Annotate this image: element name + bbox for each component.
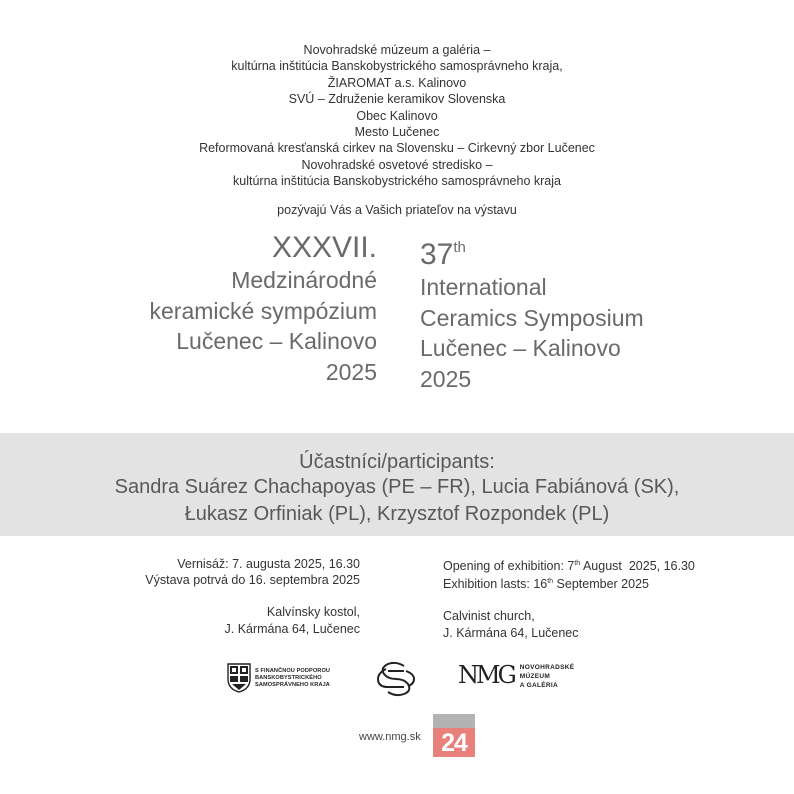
ceramics-association-icon [374, 660, 418, 698]
title-slovak-line: Lučenec – Kalinovo [176, 328, 377, 354]
title-slovak-line: keramické sympózium [149, 297, 377, 324]
event-info-english [443, 556, 695, 641]
title-english-line: 2025 [420, 365, 472, 392]
nmg-mark: NMG [458, 661, 514, 689]
organizer-line: Mesto Lučenec [354, 125, 440, 140]
title-slovak [150, 231, 378, 387]
opening-date-en-rest: August 2025, 16.30 [580, 559, 695, 573]
title-english-number-value: 37 [420, 238, 454, 271]
title-slovak-number: XXXVII. [271, 231, 377, 264]
participants-names-line: Łukasz Orfiniak (PL), Krzysztof Rozpondek (PL) [184, 503, 610, 525]
address-sk: J. Kármána 64, Lučenec [224, 621, 360, 636]
coat-of-arms-icon [227, 663, 251, 693]
title-english [420, 231, 644, 394]
address-en: J. Kármána 64, Lučenec [443, 625, 579, 640]
title-english-line: Lučenec – Kalinovo [420, 335, 621, 361]
title-slovak-line: 2025 [325, 358, 377, 385]
nmg-text [520, 663, 575, 690]
bbsk-text-line: S FINANČNOU PODPOROU [255, 667, 331, 674]
sponsor-logos [0, 660, 794, 700]
badge-top-bar [433, 714, 475, 728]
venue-en: Calvinist church, [443, 609, 535, 624]
opening-date-en-suffix: th [574, 560, 581, 567]
invitation-text: pozývajú Vás a Vašich priateľov na výstavu [277, 203, 517, 217]
bbsk-text-line: BANSKOBYSTRICKÉHO [255, 674, 322, 681]
exhibition-end-en [443, 574, 695, 592]
exhibition-end-en-rest: September 2025 [553, 577, 649, 592]
nmg-logo [458, 663, 574, 690]
bbsk-text-line: SAMOSPRÁVNEHO KRAJA [255, 681, 330, 688]
venue-sk: Kalvínsky kostol, [266, 605, 360, 620]
exhibition-end-sk: Výstava potrvá do 16. septembra 2025 [145, 573, 360, 588]
website-link[interactable]: www.nmg.sk [359, 731, 421, 743]
title-english-number [420, 231, 644, 272]
title-english-number-suffix: th [453, 239, 466, 256]
organizer-line: Novohradské múzeum a galéria – [303, 43, 491, 57]
badge-number: 24 [433, 728, 475, 757]
organizer-line: kultúrna inštitúcia Banskobystrického samosprávneho kraja [233, 174, 561, 189]
organizer-line: kultúrna inštitúcia Banskobystrického samosprávneho kraja, [231, 59, 563, 74]
title-english-line: International [420, 274, 547, 300]
opening-date-en [443, 556, 695, 574]
nmg-text-line: A GALÉRIA [519, 682, 558, 689]
bbsk-logo [227, 663, 330, 693]
event-info-slovak [145, 556, 360, 637]
nmg-text-line: MÚZEUM [519, 673, 551, 680]
opening-date-en-main: Opening of exhibition: 7 [443, 559, 575, 573]
organizer-line: Obec Kalinovo [356, 108, 438, 123]
opening-date-sk: Vernisáž: 7. augusta 2025, 16.30 [177, 557, 360, 571]
exhibition-end-en-suffix: th [547, 578, 554, 586]
organizers-list [0, 42, 794, 190]
participants-heading: Účastníci/participants: [299, 451, 495, 473]
title-slovak-line: Medzinárodné [231, 267, 377, 293]
organizer-line: ŽIAROMAT a.s. Kalinovo [327, 75, 467, 90]
participants-band [0, 433, 794, 536]
bbsk-text [255, 668, 330, 689]
participants-names-line: Sandra Suárez Chachapoyas (PE – FR), Lucia Fabiánová (SK), [114, 476, 680, 498]
title-english-line: Ceramics Symposium [420, 304, 644, 331]
nmg-text-line: NOVOHRADSKÉ [519, 664, 575, 671]
organizer-line: SVÚ – Združenie keramikov Slovenska [288, 92, 506, 107]
organizer-line: Reformovaná kresťanská cirkev na Slovensku – Cirkevný zbor Lučenec [199, 141, 595, 156]
organizer-line: Novohradské osvetové stredisko – [301, 157, 493, 172]
24-badge [433, 714, 475, 757]
exhibition-end-en-main: Exhibition lasts: 16 [443, 577, 548, 592]
ceramics-association-logo [374, 660, 418, 703]
